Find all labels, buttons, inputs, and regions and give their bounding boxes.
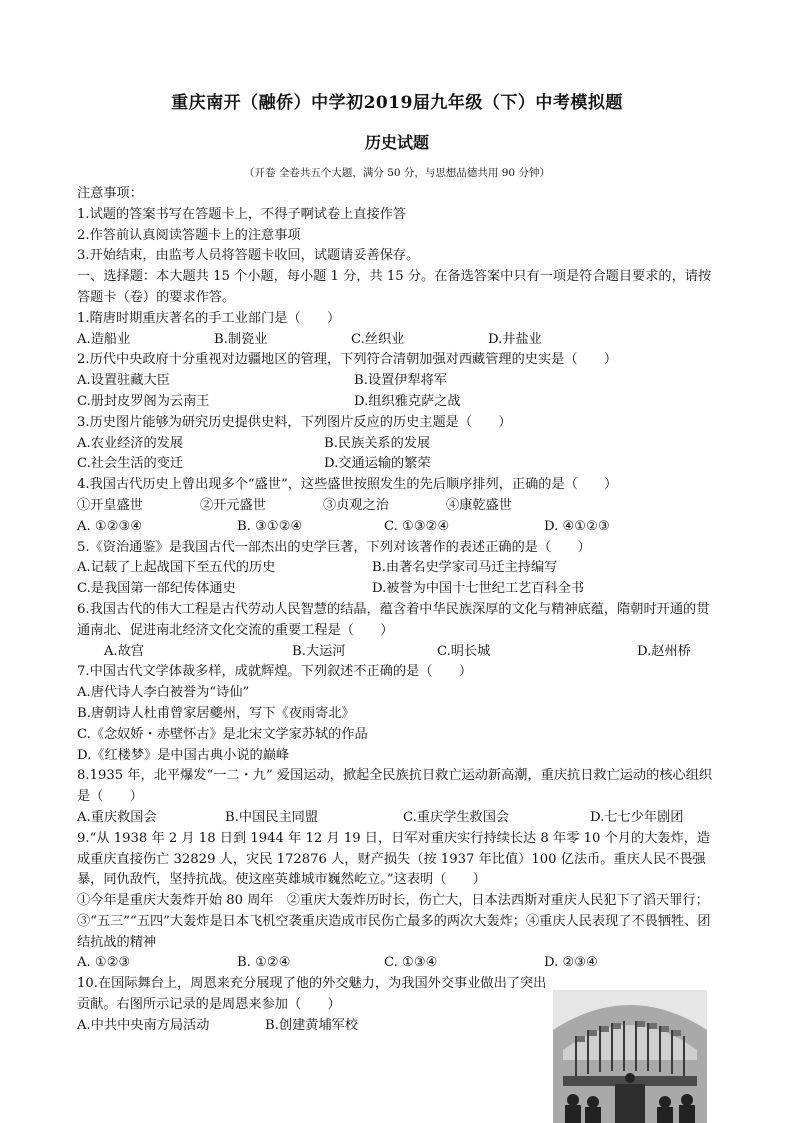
option: C.社会生活的变迁: [77, 456, 184, 472]
note-item: 2.作答前认真阅读答题卡上的注意事项: [77, 227, 301, 243]
option: D.七七少年剧团: [590, 809, 684, 825]
option: B.中国民主同盟: [225, 809, 319, 825]
option: A.中共中央南方局活动: [77, 1017, 210, 1033]
note-item: 3.开始结束，由监考人员将答题卡收回，试题请妥善保存。: [77, 248, 420, 264]
option: D.被誉为中国十七世纪工艺百科全书: [372, 581, 585, 597]
question-options: [77, 579, 722, 600]
exam-title: 重庆南开（融侨）中学初2019届九年级（下）中考模拟题: [171, 93, 623, 113]
option: C.重庆学生救国会: [403, 809, 510, 825]
question-stem: 7.中国古代文学体裁多样，成就辉煌。下列叙述不正确的是（ ）: [77, 664, 473, 680]
option: B.唐朝诗人杜甫曾家居夔州，写下《夜雨寄北》: [77, 705, 355, 721]
option: D.赵州桥: [637, 643, 691, 659]
question-options: [77, 330, 722, 351]
note-item: 1.试题的答案书写在答题卡上，不得子啊试卷上直接作答: [77, 206, 407, 222]
question-options: [77, 434, 722, 455]
option: B.创建黄埔军校: [265, 1017, 359, 1033]
option: D.交通运输的繁荣: [324, 456, 431, 472]
option: A.故宫: [104, 643, 145, 659]
notes-heading: 注意事项：: [77, 186, 143, 201]
option: B.设置伊犁将军: [354, 373, 448, 389]
question-options: [77, 808, 722, 829]
option: A.造船业: [77, 331, 131, 347]
question-stem: 3.历史图片能够为研究历史提供史料，下列图片反应的历史主题是（ ）: [77, 414, 512, 430]
option: B.大运河: [292, 643, 346, 659]
option: A.设置驻藏大臣: [77, 373, 170, 389]
item: ①开皇盛世: [77, 497, 143, 513]
option: D.组织雅克萨之战: [354, 393, 461, 409]
question-options: [77, 953, 722, 974]
question-stem: 10.在国际舞台上，周恩来充分展现了他的外交魅力，为我国外交事业做出了突出贡献。右图所示记录的是周恩来参加（ ）: [77, 976, 547, 1013]
question-stem: 8.1935 年，北平爆发“一二・九” 爱国运动，掀起全民族抗日救亡运动新高潮，重庆抗日救亡运动的核心组织是（ ）: [77, 768, 713, 805]
option: A.唐代诗人李白被誉为“诗仙”: [77, 685, 250, 701]
question-options: [77, 558, 722, 579]
question-options: [77, 642, 722, 663]
question-stem: 1.隋唐时期重庆著名的手工业部门是（ ）: [77, 310, 341, 326]
option: B.民族关系的发展: [324, 435, 431, 451]
option: D. ④①②③: [544, 518, 610, 534]
option: B.由著名史学家司马迁主持编写: [372, 560, 558, 576]
item: ②开元盛世: [200, 497, 266, 513]
option: C.丝织业: [351, 331, 405, 347]
question-items: [77, 496, 722, 517]
option: B. ③①②④: [237, 518, 303, 534]
conference-photo: [553, 990, 707, 1123]
option: D.井盐业: [488, 331, 542, 347]
item: ③贞观之治: [323, 497, 389, 513]
option: A.重庆救国会: [77, 809, 157, 825]
option: C.明长城: [437, 643, 491, 659]
option: B. ①②④: [237, 955, 291, 971]
question-options: [77, 371, 722, 392]
option: A. ①②③: [77, 955, 131, 971]
option: A.农业经济的发展: [77, 435, 184, 451]
photo-illustration: [553, 990, 707, 1123]
option: A. ①②③④: [77, 518, 143, 534]
section-intro: 一、选择题：本大题共 15 个小题，每小题 1 分，共 15 分。在备选答案中只有一项是符合题目要求的，请按答题卡（卷）的要求作答。: [77, 269, 712, 305]
question-stem: 5.《资治通鉴》是我国古代一部杰出的史学巨著，下列对该著作的表述正确的是（ ）: [77, 539, 591, 555]
exam-subtitle: 历史试题: [364, 133, 429, 152]
question-statements: ①今年是重庆大轰炸开始 80 周年 ②重庆大轰炸历时长，伤亡大，日本法西斯对重庆人民犯下了滔天罪行；③“五三”“五四”大轰炸是日本飞机空袭重庆造成市民伤亡最多的两次大轰炸；④重庆人民表现了不畏牺牲、团结抗战的精神: [77, 893, 711, 950]
option: A.记载了上起战国下至五代的历史: [77, 560, 276, 576]
option: B.制瓷业: [214, 331, 268, 347]
question-stem: 4.我国古代历史上曾出现多个“盛世”，这些盛世按照发生的先后顺序排列，正确的是（ ）: [77, 477, 618, 493]
question-stem: 6.我国古代的伟大工程是古代劳动人民智慧的结晶，蕴含着中华民族深厚的文化与精神底蕴，隋朝时开通的贯通南北、促进南北经济文化交流的重要工程是（ ）: [77, 601, 710, 638]
option: C.《念奴娇・赤壁怀古》是北宋文学家苏轼的作品: [77, 726, 368, 742]
question-stem: 9.“从 1938 年 2 月 18 日到 1944 年 12 月 19 日，日军对重庆实行持续长达 8 年零 10 个月的大轰炸，造成重庆直接伤亡 32829 人，灾民 172876 人，财产损失（按 1937 年比值）100 亿法币。重庆人民不畏强暴，同仇敌忾，坚持抗战。使这座英雄城市巍然屹立。”这表明（ ）: [77, 830, 711, 888]
question-stem: 2.历代中央政府十分重视对边疆地区的管理，下列符合清朝加强对西藏管理的史实是（ ）: [77, 352, 618, 368]
exam-body: [77, 184, 722, 1037]
option: C.是我国第一部纪传体通史: [77, 581, 236, 597]
question-options: [77, 392, 722, 413]
exam-info: （开卷 全卷共五个大题，满分 50 分，与思想品德共用 90 分钟）: [244, 167, 550, 179]
option: C. ①③④: [384, 955, 438, 971]
question-options: [77, 454, 722, 475]
question-options: [77, 517, 722, 538]
option: D. ②③④: [544, 955, 598, 971]
option: C.册封皮罗阁为云南王: [77, 393, 210, 409]
option: C. ①③②④: [384, 518, 450, 534]
item: ④康乾盛世: [446, 497, 512, 513]
option: D.《红楼梦》是中国古典小说的巅峰: [77, 747, 290, 763]
